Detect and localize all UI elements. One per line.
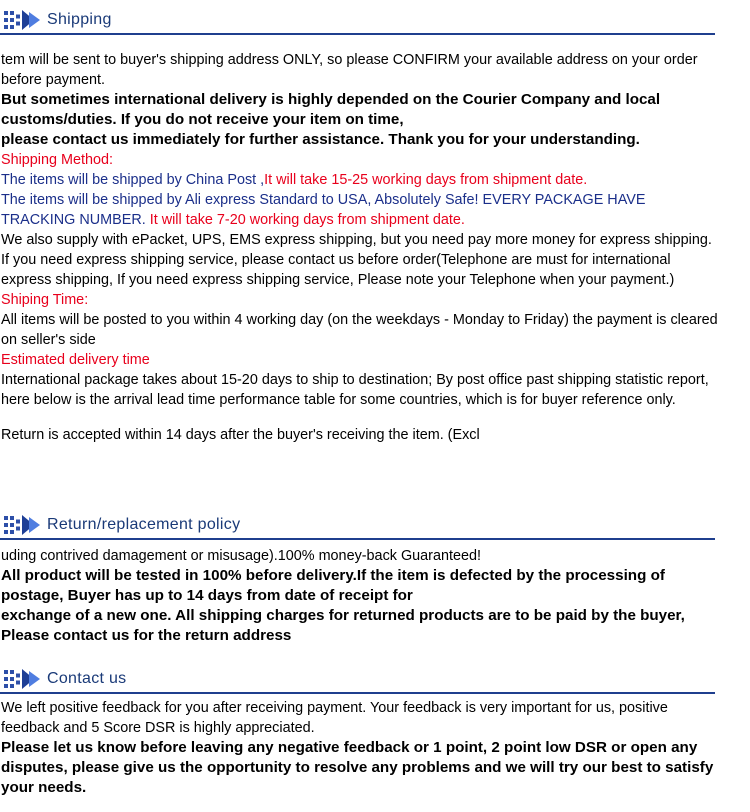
shipping-title: Shipping [47, 11, 112, 28]
double-arrow-icon [4, 514, 42, 536]
return-accepted-line: Return is accepted within 14 days after the buyer's receiving the item. (Excl [1, 427, 480, 443]
feedback-note: We left positive feedback for you after receiving payment. Your feedback is very important for us, positive feedback and 5 Score DSR is highly appreciated. [1, 700, 668, 736]
shipping-contact-note: please contact us immediately for further assistance. Thank you for your understanding. [1, 131, 640, 148]
contact-title: Contact us [47, 670, 127, 687]
estimated-delivery-label: Estimated delivery time [1, 352, 150, 368]
ali-express-line [1, 190, 719, 230]
shipping-time-label: Shiping Time: [1, 292, 89, 308]
return-policy-title: Return/replacement policy [47, 516, 241, 533]
shipping-delivery-note: But sometimes international delivery is highly depended on the Courier Company and local customs/duties. If you do not receive your item on time, [1, 91, 661, 128]
money-back-note: uding contrived damagement or misusage).100% money-back Guaranteed! [1, 548, 481, 564]
shipping-time-text: All items will be posted to you within 4 working day (on the weekdays - Monday to Friday) the payment is cleared on seller's side [1, 312, 718, 348]
exchange-note: exchange of a new one. All shipping charges for returned products are to be paid by the buyer, Please contact us for the return address [1, 607, 685, 644]
express-shipping-note: We also supply with ePacket, UPS, EMS express shipping, but you need pay more money for express shipping. If you need express shipping service, please contact us before order(Telephone are must for international express shipping, If you need express shipping service, Please note your Telephone when your payment.) [1, 232, 712, 288]
shipping-method-label: Shipping Method: [1, 152, 114, 168]
negative-feedback-note: Please let us know before leaving any negative feedback or 1 point, 2 point low DSR or open any disputes, please give us the opportunity to resolve any problems and we will try our best to satisfy your needs. [1, 739, 714, 796]
return-policy-header [0, 508, 715, 540]
contact-content [1, 698, 719, 798]
china-post-duration: It will take 15-25 working days from shipment date. [264, 172, 588, 188]
shipping-header [0, 3, 715, 35]
estimated-delivery-text: International package takes about 15-20 days to ship to destination; By post office past shipping statistic report, here below is the arrival lead time performance table for some countries, which is for buyer reference only. [1, 372, 709, 408]
shipping-content [1, 50, 719, 445]
contact-header [0, 662, 715, 694]
double-arrow-icon [4, 9, 42, 31]
china-post-text: The items will be shipped by China Post , [1, 172, 265, 188]
ali-express-text: The items will be shipped by Ali express Standard to USA, Absolutely Safe! EVERY PACKAGE HAVE TRACKING NUMBER. [1, 192, 646, 228]
double-arrow-icon [4, 668, 42, 690]
ali-express-duration: It will take 7-20 working days from shipment date. [145, 212, 465, 228]
shipping-address-note: tem will be sent to buyer's shipping address ONLY, so please CONFIRM your available address on your order before payment. [1, 52, 698, 88]
return-policy-content [1, 546, 719, 646]
product-tested-note: All product will be tested in 100% before delivery.If the item is defected by the processing of postage, Buyer has up to 14 days from date of receipt for [1, 567, 665, 604]
china-post-line [1, 170, 719, 190]
